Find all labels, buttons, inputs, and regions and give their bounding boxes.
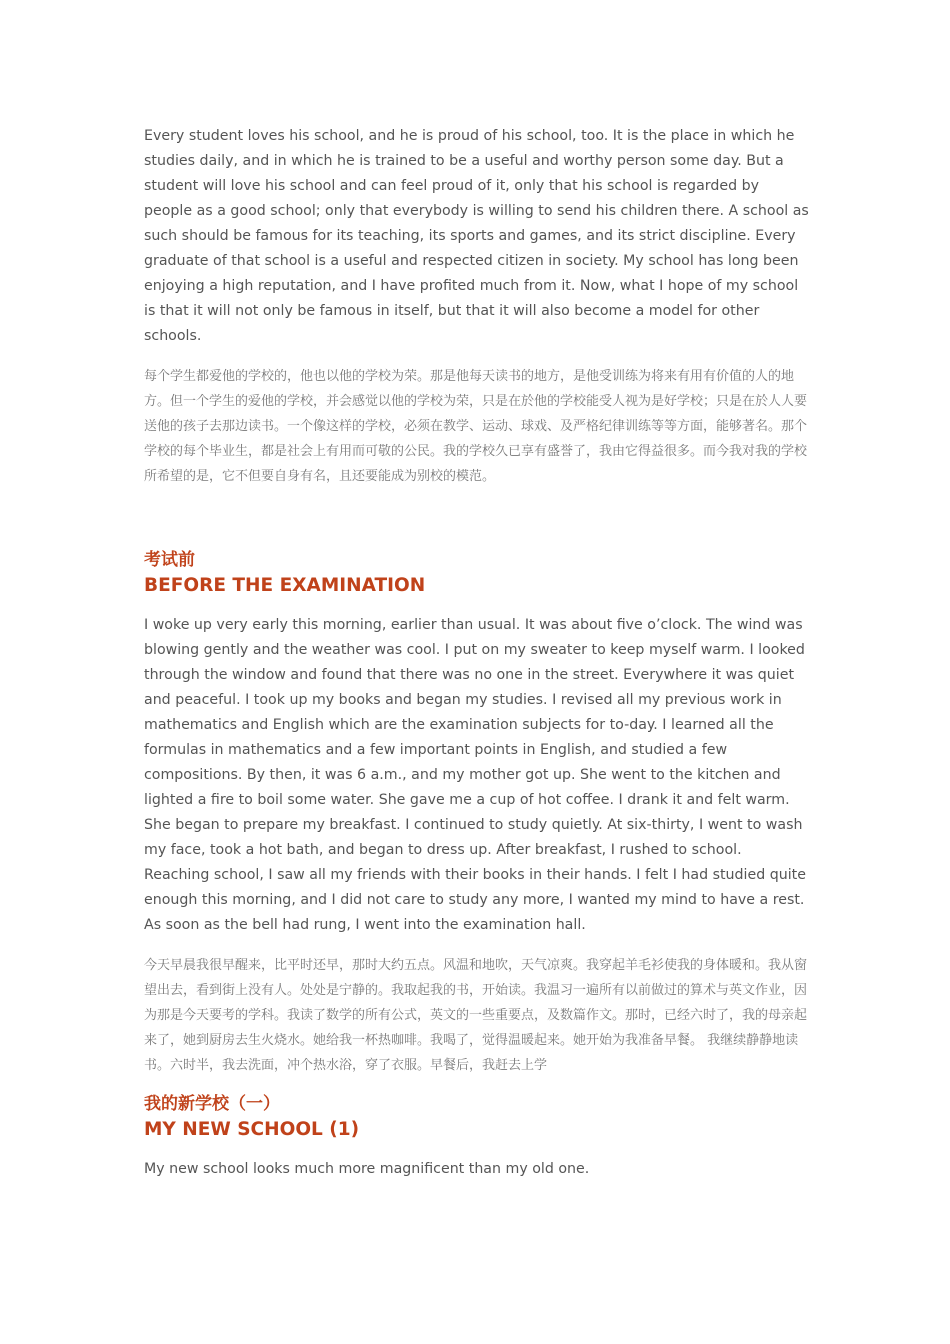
intro-chinese-paragraph: 每个学生都爱他的学校的，他也以他的学校为荣。那是他每天读书的地方，是他受训练为将来有用有价值的人的地方。但一个学生的爱他的学校，并会感觉以他的学校为荣，只是在於他的学校能受人视为是好学校；只是在於人人要送他的孩子去那边读书。一个像这样的学校，必须在教学、运动、球戏、及严格纪律训练等等方面，能够著名。那个学校的每个毕业生，都是社会上有用而可敬的公民。我的学校久已享有盛誉了，我由它得益很多。而今我对我的学校所希望的是，它不但要自身有名，且还要能成为别校的模范。 — [144, 369, 808, 484]
section-title-chinese: 我的新学校（一） — [144, 1094, 280, 1114]
section-title-english: MY NEW SCHOOL (1) — [144, 1119, 360, 1140]
section-title-english: BEFORE THE EXAMINATION — [144, 575, 426, 596]
exam-chinese-paragraph: 今天早晨我很早醒来，比平时还早，那时大约五点。风温和地吹，天气凉爽。我穿起羊毛衫使我的身体暖和。我从窗望出去，看到街上没有人。处处是宁静的。我取起我的书，开始读。我温习一遍所有以前做过的算术与英文作业，因为那是今天要考的学科。我读了数学的所有公式，英文的一些重要点，及数篇作文。那时，已经六时了，我的母亲起来了，她到厨房去生火烧水。她给我一杯热咖啡。我喝了，觉得温暖起来。她开始为我准备早餐。 我继续静静地读书。六时半，我去洗面，冲个热水浴，穿了衣服。早餐后，我赶去上学 — [144, 958, 808, 1073]
document-page — [144, 124, 810, 1182]
section-title-chinese: 考试前 — [144, 550, 195, 570]
exam-english-paragraph: I woke up very early this morning, earlier than usual. It was about five o’clock. The wind was blowing gently and the weather was cool. I put on my sweater to keep myself warm. I looked through the window and found that there was no one in the street. Everywhere it was quiet and peaceful. I took up my books and began my studies. I revised all my previous work in mathematics and English which are the examination subjects for to-day. I learned all the formulas in mathematics and a few important points in English, and studied a few compositions. By then, it was 6 a.m., and my mother got up. She went to the kitchen and lighted a fire to boil some water. She gave me a cup of hot coffee. I drank it and felt warm. She began to prepare my breakfast. I continued to study quietly. At six-thirty, I went to wash my face, took a hot bath, and began to dress up. After breakfast, I rushed to school. Reaching school, I saw all my friends with their books in their hands. I felt I had studied quite enough this morning, and I did not care to study any more, I wanted my mind to have a rest. As soon as the bell had rung, I went into the examination hall. — [144, 617, 806, 933]
new-school-english-paragraph: My new school looks much more magnificent than my old one. — [144, 1161, 590, 1177]
intro-english-paragraph: Every student loves his school, and he is proud of his school, too. It is the place in which he studies daily, and in which he is trained to be a useful and worthy person some day. But a student will love his school and can feel proud of it, only that his school is regarded by people as a good school; only that everybody is willing to send his children there. A school as such should be famous for its teaching, its sports and games, and its strict discipline. Every graduate of that school is a useful and respected citizen in society. My school has long been enjoying a high reputation, and I have profited much from it. Now, what I hope of my school is that it will not only be famous in itself, but that it will also become a model for other schools. — [144, 128, 809, 344]
